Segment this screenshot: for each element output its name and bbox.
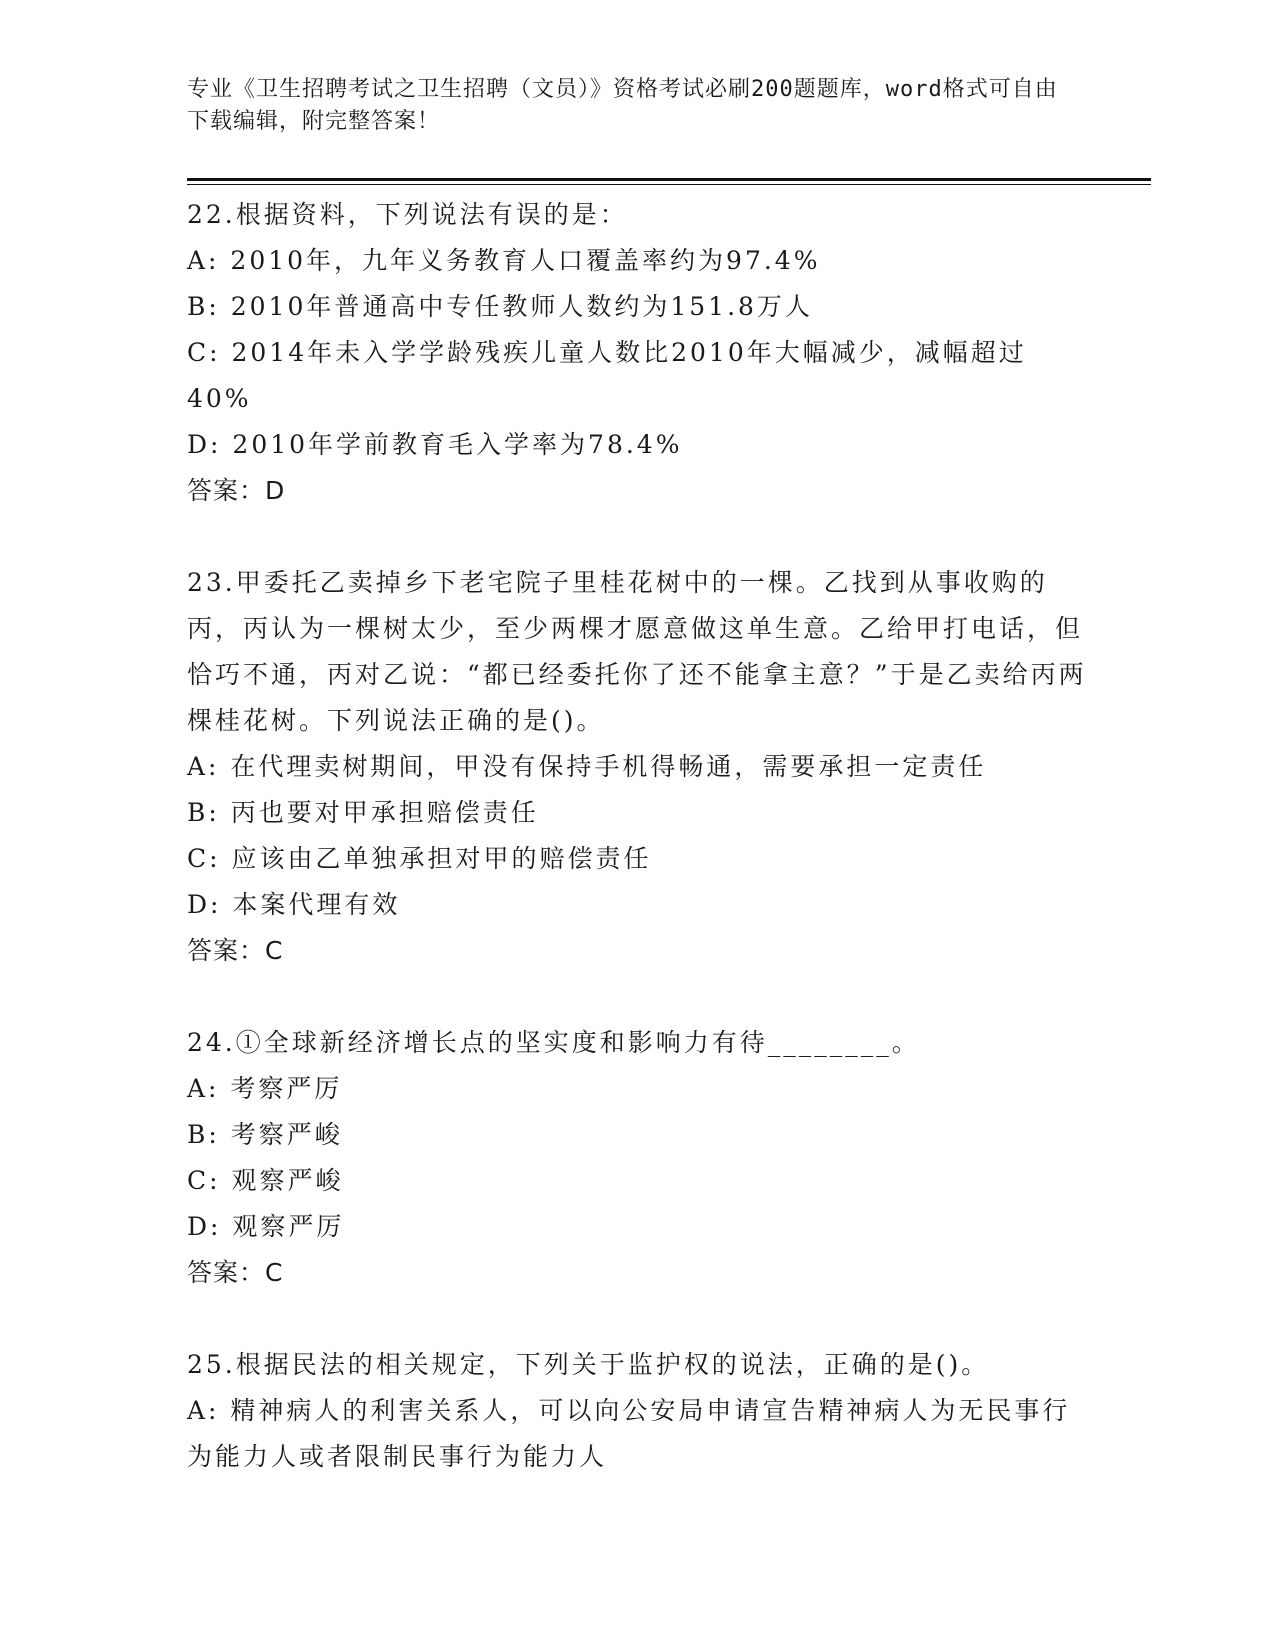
option-d: D: 观察严厉 xyxy=(187,1212,345,1241)
option-b: B: 2010年普通高中专任教师人数约为151.8万人 xyxy=(187,292,813,321)
question-stem: 23.甲委托乙卖掉乡下老宅院子里桂花树中的一棵。乙找到从事收购的丙，丙认为一棵树太少，至少两棵才愿意做这单生意。乙给甲打电话，但恰巧不通，丙对乙说：“都已经委托你了还不能拿主意？”于是乙卖给丙两棵桂花树。下列说法正确的是()。 xyxy=(187,568,1087,735)
option-d: D: 2010年学前教育毛入学率为78.4% xyxy=(187,430,683,459)
question-24 xyxy=(187,1020,1087,1296)
question-22 xyxy=(187,192,1087,514)
option-a: A: 在代理卖树期间，甲没有保持手机得畅通，需要承担一定责任 xyxy=(187,752,987,781)
option-a: A: 考察严厉 xyxy=(187,1074,343,1103)
option-d: D: 本案代理有效 xyxy=(187,890,401,919)
question-23 xyxy=(187,560,1087,974)
option-c: C: 2014年未入学学龄残疾儿童人数比2010年大幅减少，减幅超过40% xyxy=(187,338,1027,413)
option-c: C: 观察严峻 xyxy=(187,1166,344,1195)
option-b: B: 考察严峻 xyxy=(187,1120,343,1149)
document-header: 专业《卫生招聘考试之卫生招聘（文员）》资格考试必刷200题题库，word格式可自由下载编辑，附完整答案！ xyxy=(187,77,1058,134)
option-a: A: 精神病人的利害关系人，可以向公安局申请宣告精神病人为无民事行为能力人或者限制民事行为能力人 xyxy=(187,1396,1071,1471)
question-stem: 22.根据资料，下列说法有误的是： xyxy=(187,200,628,229)
header-divider-thin xyxy=(187,184,1151,185)
answer: 答案：D xyxy=(187,476,286,505)
option-c: C: 应该由乙单独承担对甲的赔偿责任 xyxy=(187,844,652,873)
question-stem: 25.根据民法的相关规定，下列关于监护权的说法，正确的是()。 xyxy=(187,1350,990,1379)
option-b: B: 丙也要对甲承担赔偿责任 xyxy=(187,798,539,827)
question-list xyxy=(187,192,1087,1526)
question-25 xyxy=(187,1342,1087,1480)
option-a: A: 2010年，九年义务教育人口覆盖率约为97.4% xyxy=(187,246,821,275)
answer: 答案：C xyxy=(187,1258,284,1287)
answer: 答案：C xyxy=(187,936,284,965)
question-stem: 24.①全球新经济增长点的坚实度和影响力有待________。 xyxy=(187,1028,920,1057)
header-divider-thick xyxy=(187,178,1151,181)
